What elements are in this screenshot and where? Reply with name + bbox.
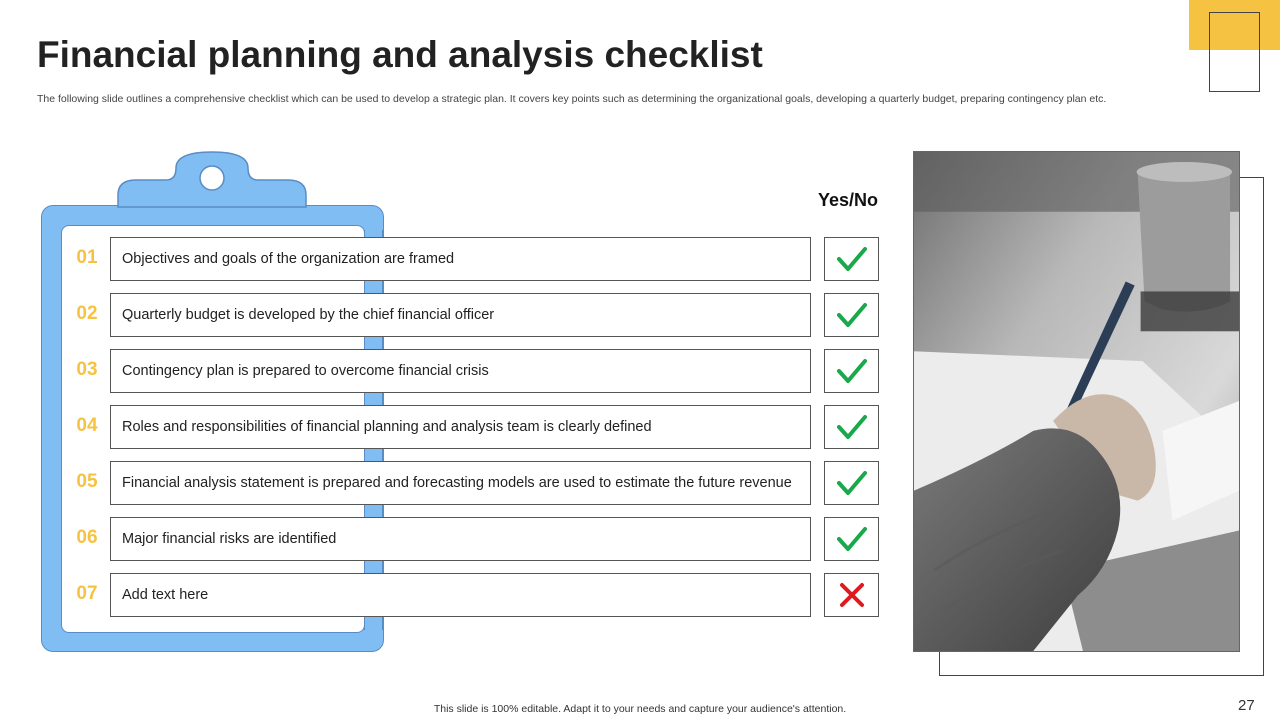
checklist-item-text: Contingency plan is prepared to overcome financial crisis — [110, 349, 811, 393]
checklist-item-text: Quarterly budget is developed by the chief financial officer — [110, 293, 811, 337]
check-icon — [835, 242, 869, 276]
status-cell — [824, 349, 879, 393]
row-number: 03 — [76, 359, 98, 380]
page-number: 27 — [1238, 697, 1255, 714]
photo-hand-writing — [913, 151, 1240, 652]
status-cell — [824, 405, 879, 449]
clipboard-clip-icon — [110, 150, 310, 212]
check-icon — [835, 466, 869, 500]
footer-note: This slide is 100% editable. Adapt it to your needs and capture your audience's attention. — [433, 703, 847, 715]
check-icon — [835, 298, 869, 332]
cross-icon — [835, 578, 869, 612]
checklist-item-text: Add text here — [110, 573, 811, 617]
status-cell — [824, 237, 879, 281]
slide-title: Financial planning and analysis checklist — [37, 34, 763, 75]
checklist-item-text: Financial analysis statement is prepared and forecasting models are used to estimate the future revenue — [110, 461, 811, 505]
check-icon — [835, 410, 869, 444]
row-number: 01 — [76, 247, 98, 268]
yes-no-column-header: Yes/No — [818, 190, 879, 210]
checklist-item-text: Roles and responsibilities of financial planning and analysis team is clearly defined — [110, 405, 811, 449]
status-cell — [824, 461, 879, 505]
checklist-item-text: Major financial risks are identified — [110, 517, 811, 561]
row-number: 04 — [76, 415, 98, 436]
row-number: 07 — [76, 583, 98, 604]
status-cell — [824, 573, 879, 617]
row-number: 02 — [76, 303, 98, 324]
corner-accent-frame — [1209, 12, 1260, 92]
checklist-item-text: Objectives and goals of the organization are framed — [110, 237, 811, 281]
status-cell — [824, 517, 879, 561]
status-cell — [824, 293, 879, 337]
row-number: 06 — [76, 527, 98, 548]
check-icon — [835, 522, 869, 556]
slide-subtitle: The following slide outlines a comprehensive checklist which can be used to develop a strategic plan. It covers key points such as determining the organizational goals, developing a quarterly budget, preparing contingency plan etc. — [37, 93, 1107, 105]
check-icon — [835, 354, 869, 388]
photo-hand-writing-image — [914, 152, 1239, 651]
row-number: 05 — [76, 471, 98, 492]
